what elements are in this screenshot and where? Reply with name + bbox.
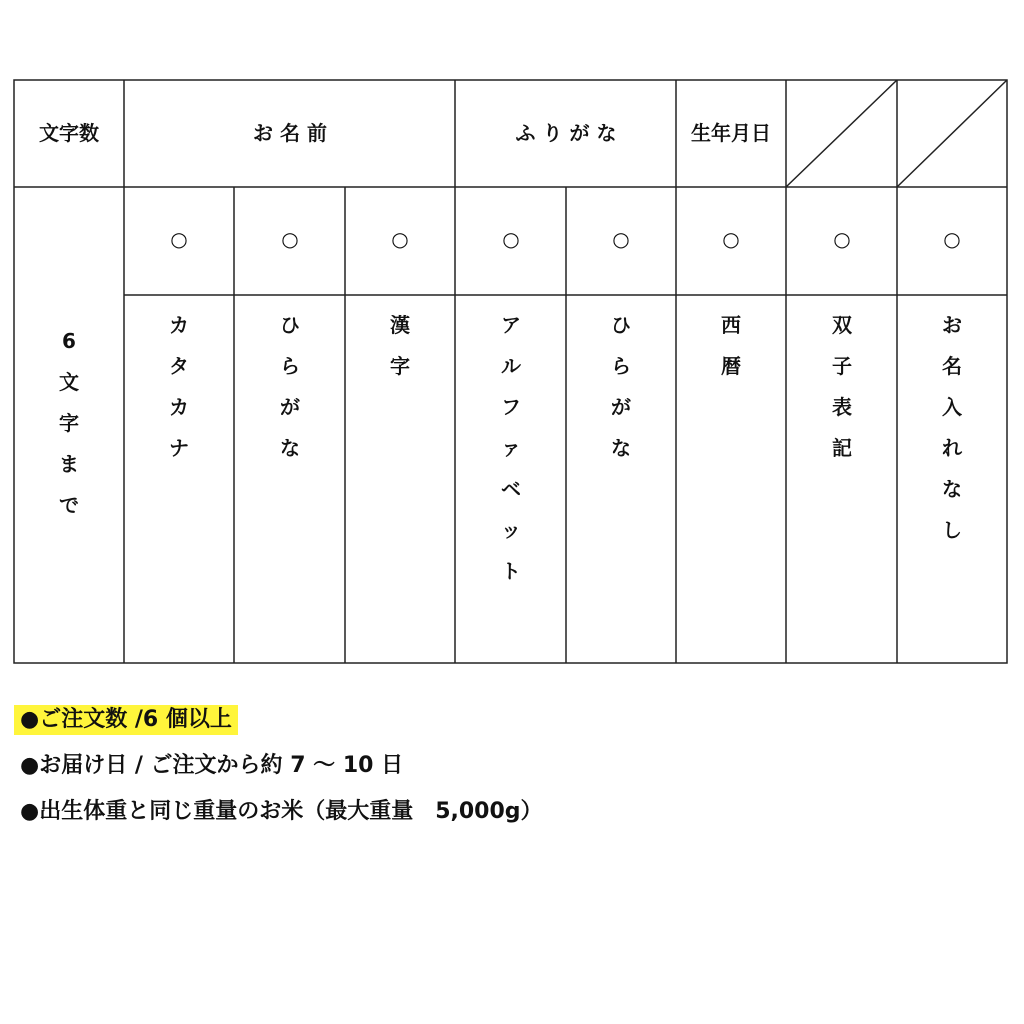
blank-cell-slash — [786, 80, 897, 187]
highlighted-text: ●ご注文数 /6 個以上 — [14, 705, 238, 735]
option-label-no-name: お名入れなし — [942, 313, 962, 542]
option-label-kanji: 漢字 — [390, 313, 410, 378]
check-mark: ○ — [833, 227, 851, 251]
notes-list — [14, 705, 549, 843]
check-mark: ○ — [502, 227, 520, 251]
char-count-header: 文字数 — [39, 121, 99, 145]
note-delivery — [14, 751, 549, 797]
birthday-header: 生年月日 — [691, 121, 771, 145]
check-mark: ○ — [943, 227, 961, 251]
furigana-header: ふ り が な — [515, 121, 617, 145]
check-mark: ○ — [170, 227, 188, 251]
option-label-twins: 双子表記 — [832, 313, 852, 460]
option-label-furigana-hiragana: ひらがな — [611, 313, 631, 460]
option-label-hiragana: ひらがな — [280, 313, 300, 460]
char-limit-label: 6文字まで — [59, 329, 79, 517]
check-mark: ○ — [391, 227, 409, 251]
note-weight — [14, 797, 549, 843]
note-min-quantity — [14, 705, 549, 751]
check-mark: ○ — [612, 227, 630, 251]
option-label-western-year: 西暦 — [721, 313, 741, 378]
check-mark: ○ — [722, 227, 740, 251]
check-mark: ○ — [281, 227, 299, 251]
name-header: お 名 前 — [253, 121, 327, 145]
blank-cell-slash — [897, 80, 1007, 187]
option-label-katakana: カタカナ — [169, 313, 189, 460]
note-text: ●お届け日 / ご注文から約 7 ～ 10 日 — [20, 753, 404, 778]
option-label-alphabet: アルファベット — [501, 313, 521, 583]
note-text: ●出生体重と同じ重量のお米（最大重量 5,000g） — [20, 799, 543, 824]
